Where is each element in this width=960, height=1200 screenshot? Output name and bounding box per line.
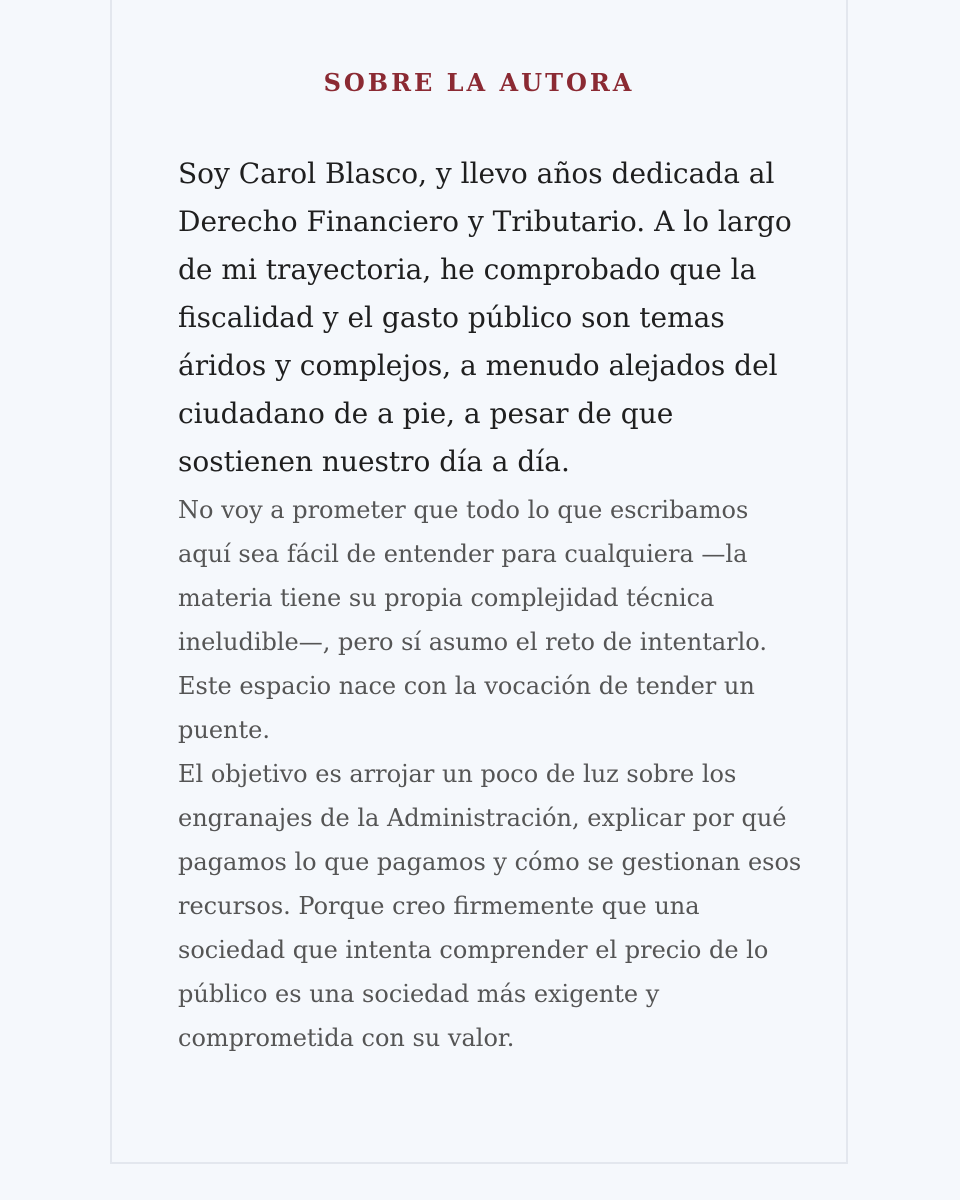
section-title: SOBRE LA AUTORA xyxy=(323,68,635,97)
body-paragraph-2: El objetivo es arrojar un poco de luz sobre los engranajes de la Administración, explicar por qué pagamos lo que pagamos y cómo se gestionan esos recursos. Porque creo firmemente que una sociedad que intenta comprender el precio de lo público es una sociedad más exigente y comprometida con su valor. xyxy=(178,760,802,1052)
lead-paragraph: Soy Carol Blasco, y llevo años dedicada al Derecho Financiero y Tributario. A lo largo de mi trayectoria, he comprobado que la fiscalidad y el gasto público son temas áridos y complejos, a menudo alejados del ciudadano de a pie, a pesar de que sostienen nuestro día a día. xyxy=(178,157,792,478)
body-text xyxy=(178,488,808,1060)
about-author-card xyxy=(110,0,848,1164)
body-paragraph-1: No voy a prometer que todo lo que escribamos aquí sea fácil de entender para cualquiera —la materia tiene su propia complejidad técnica ineludible—, pero sí asumo el reto de intentarlo. Este espacio nace con la vocación de tender un puente. xyxy=(178,496,767,744)
